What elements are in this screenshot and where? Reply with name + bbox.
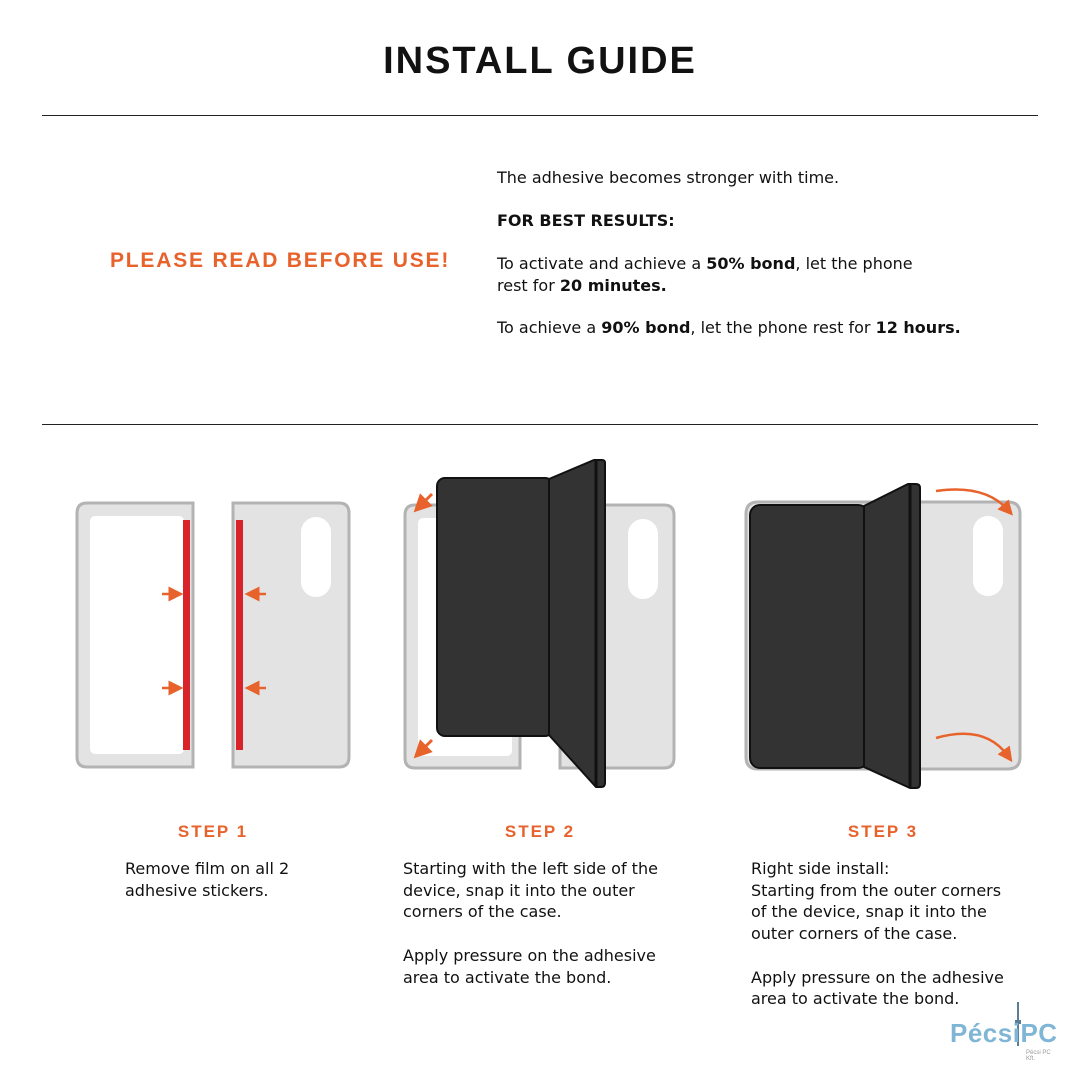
- camera-cutout: [628, 519, 658, 599]
- info-adhesive-note: The adhesive becomes stronger with time.: [497, 168, 840, 187]
- case-left-half: [77, 503, 193, 767]
- adhesive-sticker-right: [236, 520, 243, 750]
- step3-illustration: [746, 484, 1020, 788]
- step1-label: STEP 1: [177, 822, 249, 841]
- step-line: Starting with the left side of the: [403, 859, 658, 878]
- info-best-results-heading: FOR BEST RESULTS:: [497, 211, 675, 230]
- step-line: outer corners of the case.: [751, 924, 958, 944]
- info-50-bond: [497, 253, 913, 296]
- step-line: corners of the case.: [403, 902, 562, 922]
- step-line: Remove film on all 2: [125, 859, 290, 878]
- step1-paragraph: [125, 858, 289, 901]
- step-line: area to activate the bond.: [751, 989, 960, 1009]
- middle-divider: [42, 424, 1038, 425]
- info-bold: 90% bond: [601, 318, 691, 337]
- case-right-half: [233, 503, 349, 767]
- info-text: rest for: [497, 275, 560, 295]
- pecsipc-logo: [950, 1018, 1060, 1062]
- step-line: device, snap it into the outer: [403, 880, 635, 900]
- camera-cutout: [973, 516, 1003, 596]
- info-bold: 12 hours.: [875, 318, 961, 337]
- page-title: INSTALL GUIDE: [383, 40, 697, 82]
- step-line: area to activate the bond.: [403, 967, 612, 987]
- step-line: Apply pressure on the adhesive: [403, 945, 656, 965]
- step2-illustration: [405, 460, 674, 787]
- info-text: To achieve a: [497, 318, 602, 337]
- step-line: Apply pressure on the adhesive: [751, 967, 1004, 987]
- info-text: To activate and achieve a: [497, 254, 707, 273]
- logo-text: PécsiPC: [950, 1018, 1058, 1048]
- adhesive-sticker-left: [183, 520, 190, 750]
- step3-label: STEP 3: [847, 822, 919, 841]
- step2-label: STEP 2: [504, 822, 576, 841]
- top-divider: [42, 115, 1038, 116]
- step2-paragraph: [403, 858, 658, 923]
- info-bold: 20 minutes.: [559, 275, 667, 295]
- step-line: of the device, snap it into the: [751, 902, 987, 922]
- step2-paragraph-2: [403, 945, 658, 988]
- step2-text: [403, 858, 658, 988]
- step-line: adhesive stickers.: [125, 880, 269, 900]
- info-90-bond: [497, 317, 961, 339]
- step-line: Right side install:: [751, 859, 890, 878]
- step3-paragraph: [751, 858, 1004, 945]
- step1-text: [125, 858, 289, 901]
- step-line: Starting from the outer corners: [751, 880, 1002, 900]
- folding-phone: [750, 484, 920, 788]
- logo-subtext: Pécsi PC Kft.: [1026, 1050, 1051, 1062]
- step3-text: [751, 858, 1004, 1010]
- step1-illustration: [77, 503, 349, 767]
- info-text: , let the phone rest for: [690, 318, 876, 337]
- info-text: , let the phone: [795, 254, 913, 273]
- warning-heading: PLEASE READ BEFORE USE!: [110, 249, 451, 272]
- step3-paragraph-2: [751, 967, 1004, 1010]
- info-bold: 50% bond: [706, 254, 796, 273]
- install-illustrations: [0, 440, 1080, 810]
- camera-cutout: [301, 517, 331, 597]
